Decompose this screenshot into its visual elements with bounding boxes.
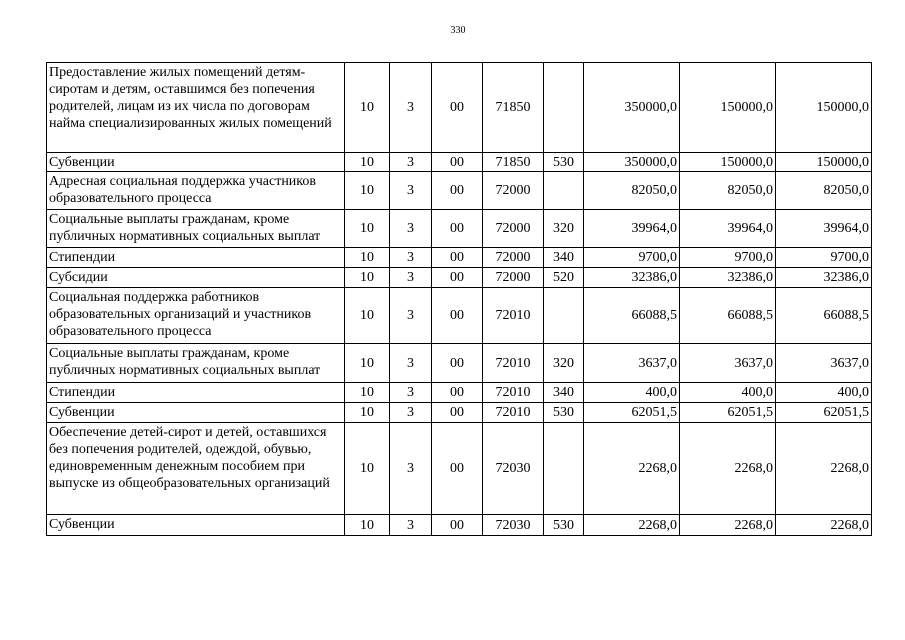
code-cell: 3 — [390, 515, 432, 536]
code-cell: 320 — [544, 210, 584, 248]
table-row — [47, 268, 872, 288]
row-name-cell — [47, 210, 345, 248]
row-name-line: Социальные выплаты гражданам, кроме — [49, 212, 290, 227]
amount-cell: 3637,0 — [776, 344, 872, 383]
code-cell: 72010 — [483, 403, 544, 423]
row-name-cell — [47, 268, 345, 288]
row-name-line: Субвенции — [49, 517, 115, 532]
amount-cell: 3637,0 — [584, 344, 680, 383]
amount-cell: 66088,5 — [776, 288, 872, 344]
row-name-line: выпуске из общеобразовательных организаций — [49, 476, 330, 491]
row-name-line: Предоставление жилых помещений детям- — [49, 65, 306, 80]
amount-cell: 32386,0 — [584, 268, 680, 288]
amount-cell: 2268,0 — [680, 515, 776, 536]
code-cell: 00 — [432, 515, 483, 536]
code-cell: 340 — [544, 383, 584, 403]
amount-cell: 350000,0 — [584, 63, 680, 153]
row-name-cell — [47, 153, 345, 172]
budget-table — [46, 62, 872, 536]
table-row — [47, 210, 872, 248]
row-name-cell — [47, 344, 345, 383]
code-cell: 530 — [544, 515, 584, 536]
row-name-line: родителей, лицам из их числа по договорам — [49, 99, 310, 114]
row-name-line: единовременным денежным пособием при — [49, 459, 305, 474]
row-name-cell — [47, 423, 345, 515]
amount-cell: 2268,0 — [584, 423, 680, 515]
code-cell: 00 — [432, 423, 483, 515]
code-cell: 72000 — [483, 210, 544, 248]
code-cell: 10 — [345, 268, 390, 288]
code-cell: 10 — [345, 403, 390, 423]
code-cell: 520 — [544, 268, 584, 288]
row-name-line: Субвенции — [49, 155, 115, 170]
amount-cell: 82050,0 — [680, 172, 776, 210]
code-cell — [544, 63, 584, 153]
code-cell: 10 — [345, 210, 390, 248]
code-cell: 00 — [432, 210, 483, 248]
page-number: 330 — [450, 25, 466, 36]
code-cell: 00 — [432, 268, 483, 288]
table-row — [47, 515, 872, 536]
code-cell: 72000 — [483, 172, 544, 210]
code-cell: 530 — [544, 153, 584, 172]
row-name-cell — [47, 248, 345, 268]
amount-cell: 150000,0 — [680, 63, 776, 153]
amount-cell: 66088,5 — [584, 288, 680, 344]
row-name-line: образовательного процесса — [49, 191, 212, 206]
code-cell: 72010 — [483, 288, 544, 344]
row-name-line: Стипендии — [49, 385, 116, 400]
row-name-line: Субсидии — [49, 270, 108, 285]
table-row — [47, 403, 872, 423]
row-name-line: найма специализированных жилых помещений — [49, 116, 332, 131]
amount-cell: 400,0 — [584, 383, 680, 403]
code-cell: 71850 — [483, 153, 544, 172]
code-cell: 10 — [345, 63, 390, 153]
code-cell: 3 — [390, 210, 432, 248]
amount-cell: 9700,0 — [680, 248, 776, 268]
code-cell: 10 — [345, 423, 390, 515]
row-name-line: Социальная поддержка работников — [49, 290, 260, 305]
code-cell: 3 — [390, 268, 432, 288]
code-cell: 3 — [390, 172, 432, 210]
code-cell: 3 — [390, 383, 432, 403]
code-cell: 10 — [345, 383, 390, 403]
amount-cell: 82050,0 — [776, 172, 872, 210]
code-cell: 340 — [544, 248, 584, 268]
amount-cell: 9700,0 — [584, 248, 680, 268]
table-row — [47, 423, 872, 515]
amount-cell: 350000,0 — [584, 153, 680, 172]
amount-cell: 400,0 — [776, 383, 872, 403]
code-cell: 10 — [345, 248, 390, 268]
table-row — [47, 172, 872, 210]
amount-cell: 150000,0 — [776, 153, 872, 172]
amount-cell: 66088,5 — [680, 288, 776, 344]
code-cell: 72010 — [483, 383, 544, 403]
table-row — [47, 383, 872, 403]
amount-cell: 150000,0 — [776, 63, 872, 153]
code-cell: 530 — [544, 403, 584, 423]
code-cell: 10 — [345, 288, 390, 344]
table-row — [47, 288, 872, 344]
row-name-line: публичных нормативных социальных выплат — [49, 229, 321, 244]
row-name-line: публичных нормативных социальных выплат — [49, 363, 321, 378]
code-cell: 71850 — [483, 63, 544, 153]
code-cell: 00 — [432, 172, 483, 210]
table-row — [47, 63, 872, 153]
amount-cell: 2268,0 — [776, 423, 872, 515]
amount-cell: 62051,5 — [776, 403, 872, 423]
code-cell: 3 — [390, 63, 432, 153]
code-cell — [544, 172, 584, 210]
code-cell: 10 — [345, 344, 390, 383]
amount-cell: 400,0 — [680, 383, 776, 403]
table-row — [47, 153, 872, 172]
code-cell: 3 — [390, 344, 432, 383]
amount-cell: 39964,0 — [680, 210, 776, 248]
amount-cell: 39964,0 — [584, 210, 680, 248]
row-name-line: Стипендии — [49, 250, 116, 265]
code-cell: 3 — [390, 423, 432, 515]
code-cell: 72000 — [483, 248, 544, 268]
code-cell: 00 — [432, 248, 483, 268]
code-cell: 3 — [390, 153, 432, 172]
code-cell: 10 — [345, 153, 390, 172]
row-name-cell — [47, 403, 345, 423]
amount-cell: 2268,0 — [776, 515, 872, 536]
code-cell: 72030 — [483, 423, 544, 515]
row-name-cell — [47, 63, 345, 153]
code-cell: 72030 — [483, 515, 544, 536]
code-cell: 00 — [432, 288, 483, 344]
amount-cell: 82050,0 — [584, 172, 680, 210]
table-row — [47, 248, 872, 268]
code-cell: 00 — [432, 63, 483, 153]
row-name-line: сиротам и детям, оставшимся без попечения — [49, 82, 315, 97]
budget-table-body — [47, 63, 872, 536]
code-cell: 00 — [432, 383, 483, 403]
amount-cell: 62051,5 — [680, 403, 776, 423]
code-cell — [544, 423, 584, 515]
amount-cell: 9700,0 — [776, 248, 872, 268]
amount-cell: 62051,5 — [584, 403, 680, 423]
row-name-cell — [47, 288, 345, 344]
row-name-cell — [47, 383, 345, 403]
code-cell: 3 — [390, 248, 432, 268]
code-cell: 00 — [432, 403, 483, 423]
code-cell — [544, 288, 584, 344]
code-cell: 72000 — [483, 268, 544, 288]
code-cell: 3 — [390, 403, 432, 423]
row-name-line: без попечения родителей, одеждой, обувью, — [49, 442, 312, 457]
row-name-line: образовательного процесса — [49, 324, 212, 339]
row-name-line: Социальные выплаты гражданам, кроме — [49, 346, 290, 361]
amount-cell: 32386,0 — [680, 268, 776, 288]
code-cell: 10 — [345, 172, 390, 210]
row-name-line: Адресная социальная поддержка участников — [49, 174, 317, 189]
row-name-line: образовательных организаций и участников — [49, 307, 312, 322]
code-cell: 00 — [432, 344, 483, 383]
amount-cell: 150000,0 — [680, 153, 776, 172]
code-cell: 10 — [345, 515, 390, 536]
row-name-line: Субвенции — [49, 405, 115, 420]
code-cell: 00 — [432, 153, 483, 172]
amount-cell: 3637,0 — [680, 344, 776, 383]
table-row — [47, 344, 872, 383]
amount-cell: 39964,0 — [776, 210, 872, 248]
row-name-line: Обеспечение детей-сирот и детей, оставшихся — [49, 425, 327, 440]
amount-cell: 2268,0 — [680, 423, 776, 515]
row-name-cell — [47, 515, 345, 536]
code-cell: 320 — [544, 344, 584, 383]
amount-cell: 32386,0 — [776, 268, 872, 288]
row-name-cell — [47, 172, 345, 210]
amount-cell: 2268,0 — [584, 515, 680, 536]
code-cell: 72010 — [483, 344, 544, 383]
code-cell: 3 — [390, 288, 432, 344]
